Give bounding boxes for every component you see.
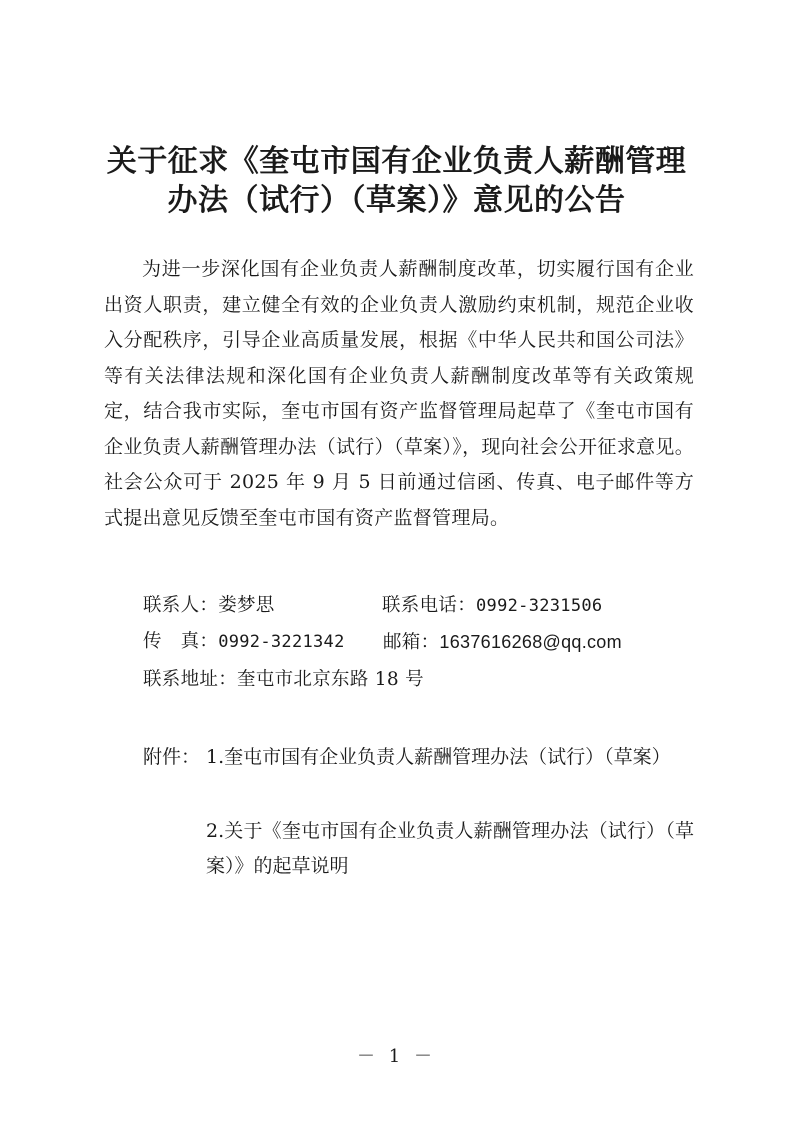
contact-email (383, 627, 622, 658)
contact-fax-label: 传 真： (143, 631, 219, 652)
contact-email-value: 1637616268@qq.com (439, 632, 622, 652)
contact-fax-value: 0992-3221342 (218, 632, 345, 652)
contact-email-label: 邮箱： (383, 632, 440, 653)
contact-fax (143, 627, 345, 657)
document-title-line-1: 关于征求《奎屯市国有企业负责人薪酬管理 (106, 144, 687, 179)
document-title-line-2: 办法（试行）（草案）》意见的公告 (167, 183, 626, 218)
page-number: － 1 － (357, 1046, 436, 1067)
attachment-item-1: 1.奎屯市国有企业负责人薪酬管理办法（试行）（草案） (206, 746, 671, 768)
contact-phone-value: 0992-3231506 (476, 596, 603, 616)
contact-phone (382, 591, 602, 621)
contact-address-label: 联系地址： (143, 669, 238, 690)
attachment-item-2: 2.关于《奎屯市国有企业负责人薪酬管理办法（试行）（草案）》的起草说明 (206, 820, 694, 877)
body-paragraph: 为进一步深化国有企业负责人薪酬制度改革，切实履行国有企业出资人职责，建立健全有效的企业负责人激励约束机制，规范企业收入分配秩序，引导企业高质量发展，根据《中华人民共和国公司法》等有关法律法规和深化国有企业负责人薪酬制度改革等有关政策规定，结合我市实际，奎屯市国有资产监督管理局起草了《奎屯市国有企业负责人薪酬管理办法（试行）（草案）》，现向社会公开征求意见。社会公众可于 2025 年 9 月 5 日前通过信函、传真、电子邮件等方式提出意见反馈至奎屯市国有资产监督管理局。 (104, 258, 694, 529)
contact-address-value: 奎屯市北京东路 18 号 (237, 669, 424, 690)
contact-address (143, 665, 424, 695)
attachments-label: 附件： (143, 746, 201, 768)
contact-person-value: 娄梦思 (218, 595, 275, 616)
contact-person-label: 联系人： (143, 595, 219, 616)
contact-person (143, 591, 275, 621)
contact-phone-label: 联系电话： (382, 595, 477, 616)
